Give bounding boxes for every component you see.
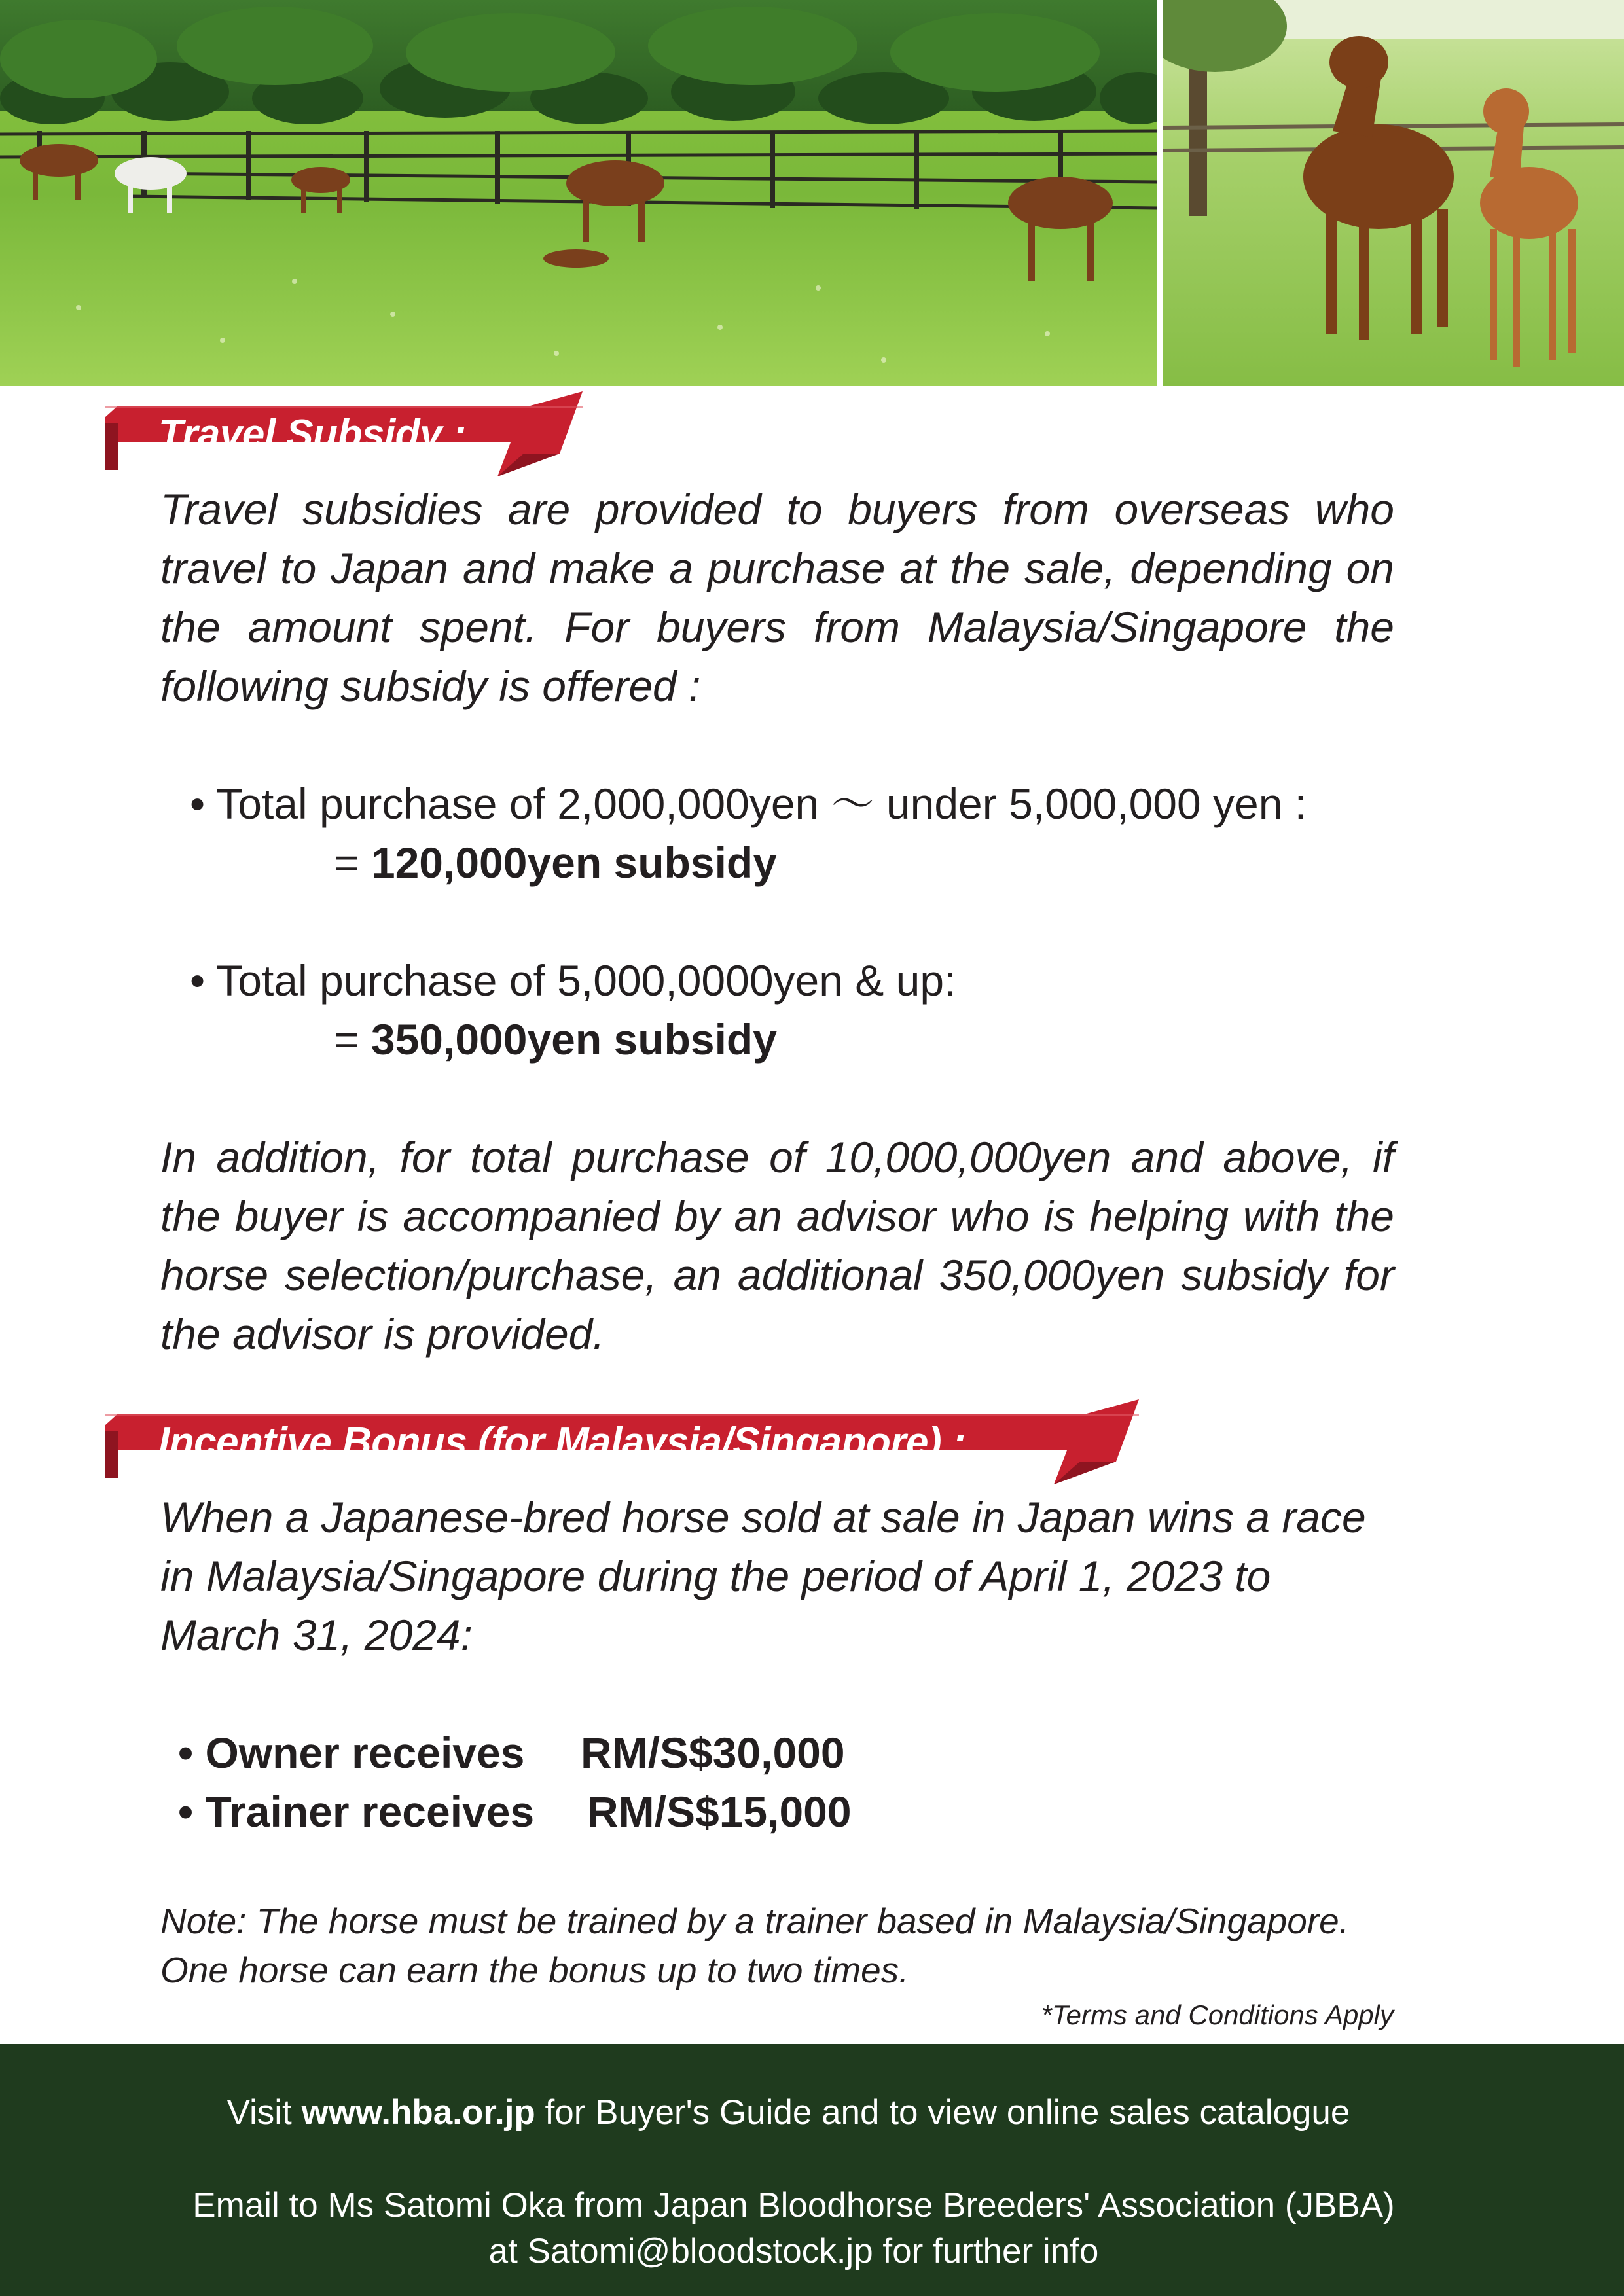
- owner-bonus-amount: RM/S$30,000: [581, 1729, 845, 1777]
- photo-banner: [0, 0, 1624, 386]
- footer-email-line-1: Email to Ms Satomi Oka from Japan Bloodhorse Breeders' Association (JBBA): [192, 2186, 1395, 2225]
- subsidy-tier-2-range: • Total purchase of 5,000,0000yen & up:: [190, 956, 956, 1005]
- incentive-bonus-heading: Incentive Bonus (for Malaysia/Singapore) :: [158, 1420, 966, 1465]
- owner-bonus-label: • Owner receives: [178, 1729, 525, 1777]
- owner-bonus-item: [178, 1723, 845, 1782]
- contact-footer: [0, 2044, 1624, 2296]
- advisor-subsidy-paragraph: In addition, for total purchase of 10,000,000yen and above, if the buyer is accompanied by an advisor who is helping with the horse selection/purchase, an additional 350,000yen subsidy for the advisor is provided.: [160, 1133, 1394, 1358]
- trainer-bonus-amount: RM/S$15,000: [587, 1787, 852, 1836]
- travel-subsidy-heading-ribbon: [105, 391, 583, 476]
- bonus-note-line-2: One horse can earn the bonus up to two times.: [160, 1950, 909, 1990]
- footer-visit-line: Visit www.hba.or.jp for Buyer's Guide and to view online sales catalogue: [226, 2093, 1350, 2132]
- mare-and-foal-photo: [1163, 0, 1624, 386]
- subsidy-tier-1-amount: = 120,000yen subsidy: [334, 838, 777, 887]
- subsidy-tier-1-range: • Total purchase of 2,000,000yen ～ under 5,000,000 yen :: [190, 780, 1307, 828]
- incentive-bonus-heading-ribbon: [105, 1399, 1139, 1484]
- travel-subsidy-intro: Travel subsidies are provided to buyers from overseas who travel to Japan and make a purchase at the sale, depending on the amount spent. For buyers from Malaysia/Singapore the following subsidy is offered :: [160, 485, 1394, 710]
- horses-grazing-pasture-photo: [0, 0, 1157, 386]
- incentive-bonus-intro: When a Japanese-bred horse sold at sale in Japan wins a race in Malaysia/Singapore during the period of April 1, 2023 to March 31, 2024:: [160, 1493, 1366, 1659]
- trainer-bonus-label: • Trainer receives: [178, 1787, 535, 1836]
- terms-conditions-note: *Terms and Conditions Apply: [1041, 2000, 1394, 2030]
- bonus-note-line-1: Note: The horse must be trained by a trainer based in Malaysia/Singapore.: [160, 1901, 1349, 1941]
- trainer-bonus-item: [178, 1782, 852, 1841]
- travel-subsidy-heading: Travel Subsidy :: [158, 412, 466, 457]
- subsidy-tier-2-amount: = 350,000yen subsidy: [334, 1015, 777, 1064]
- footer-email-line-2: at Satomi@bloodstock.jp for further info: [488, 2232, 1099, 2270]
- website-link[interactable]: www.hba.or.jp: [301, 2093, 535, 2132]
